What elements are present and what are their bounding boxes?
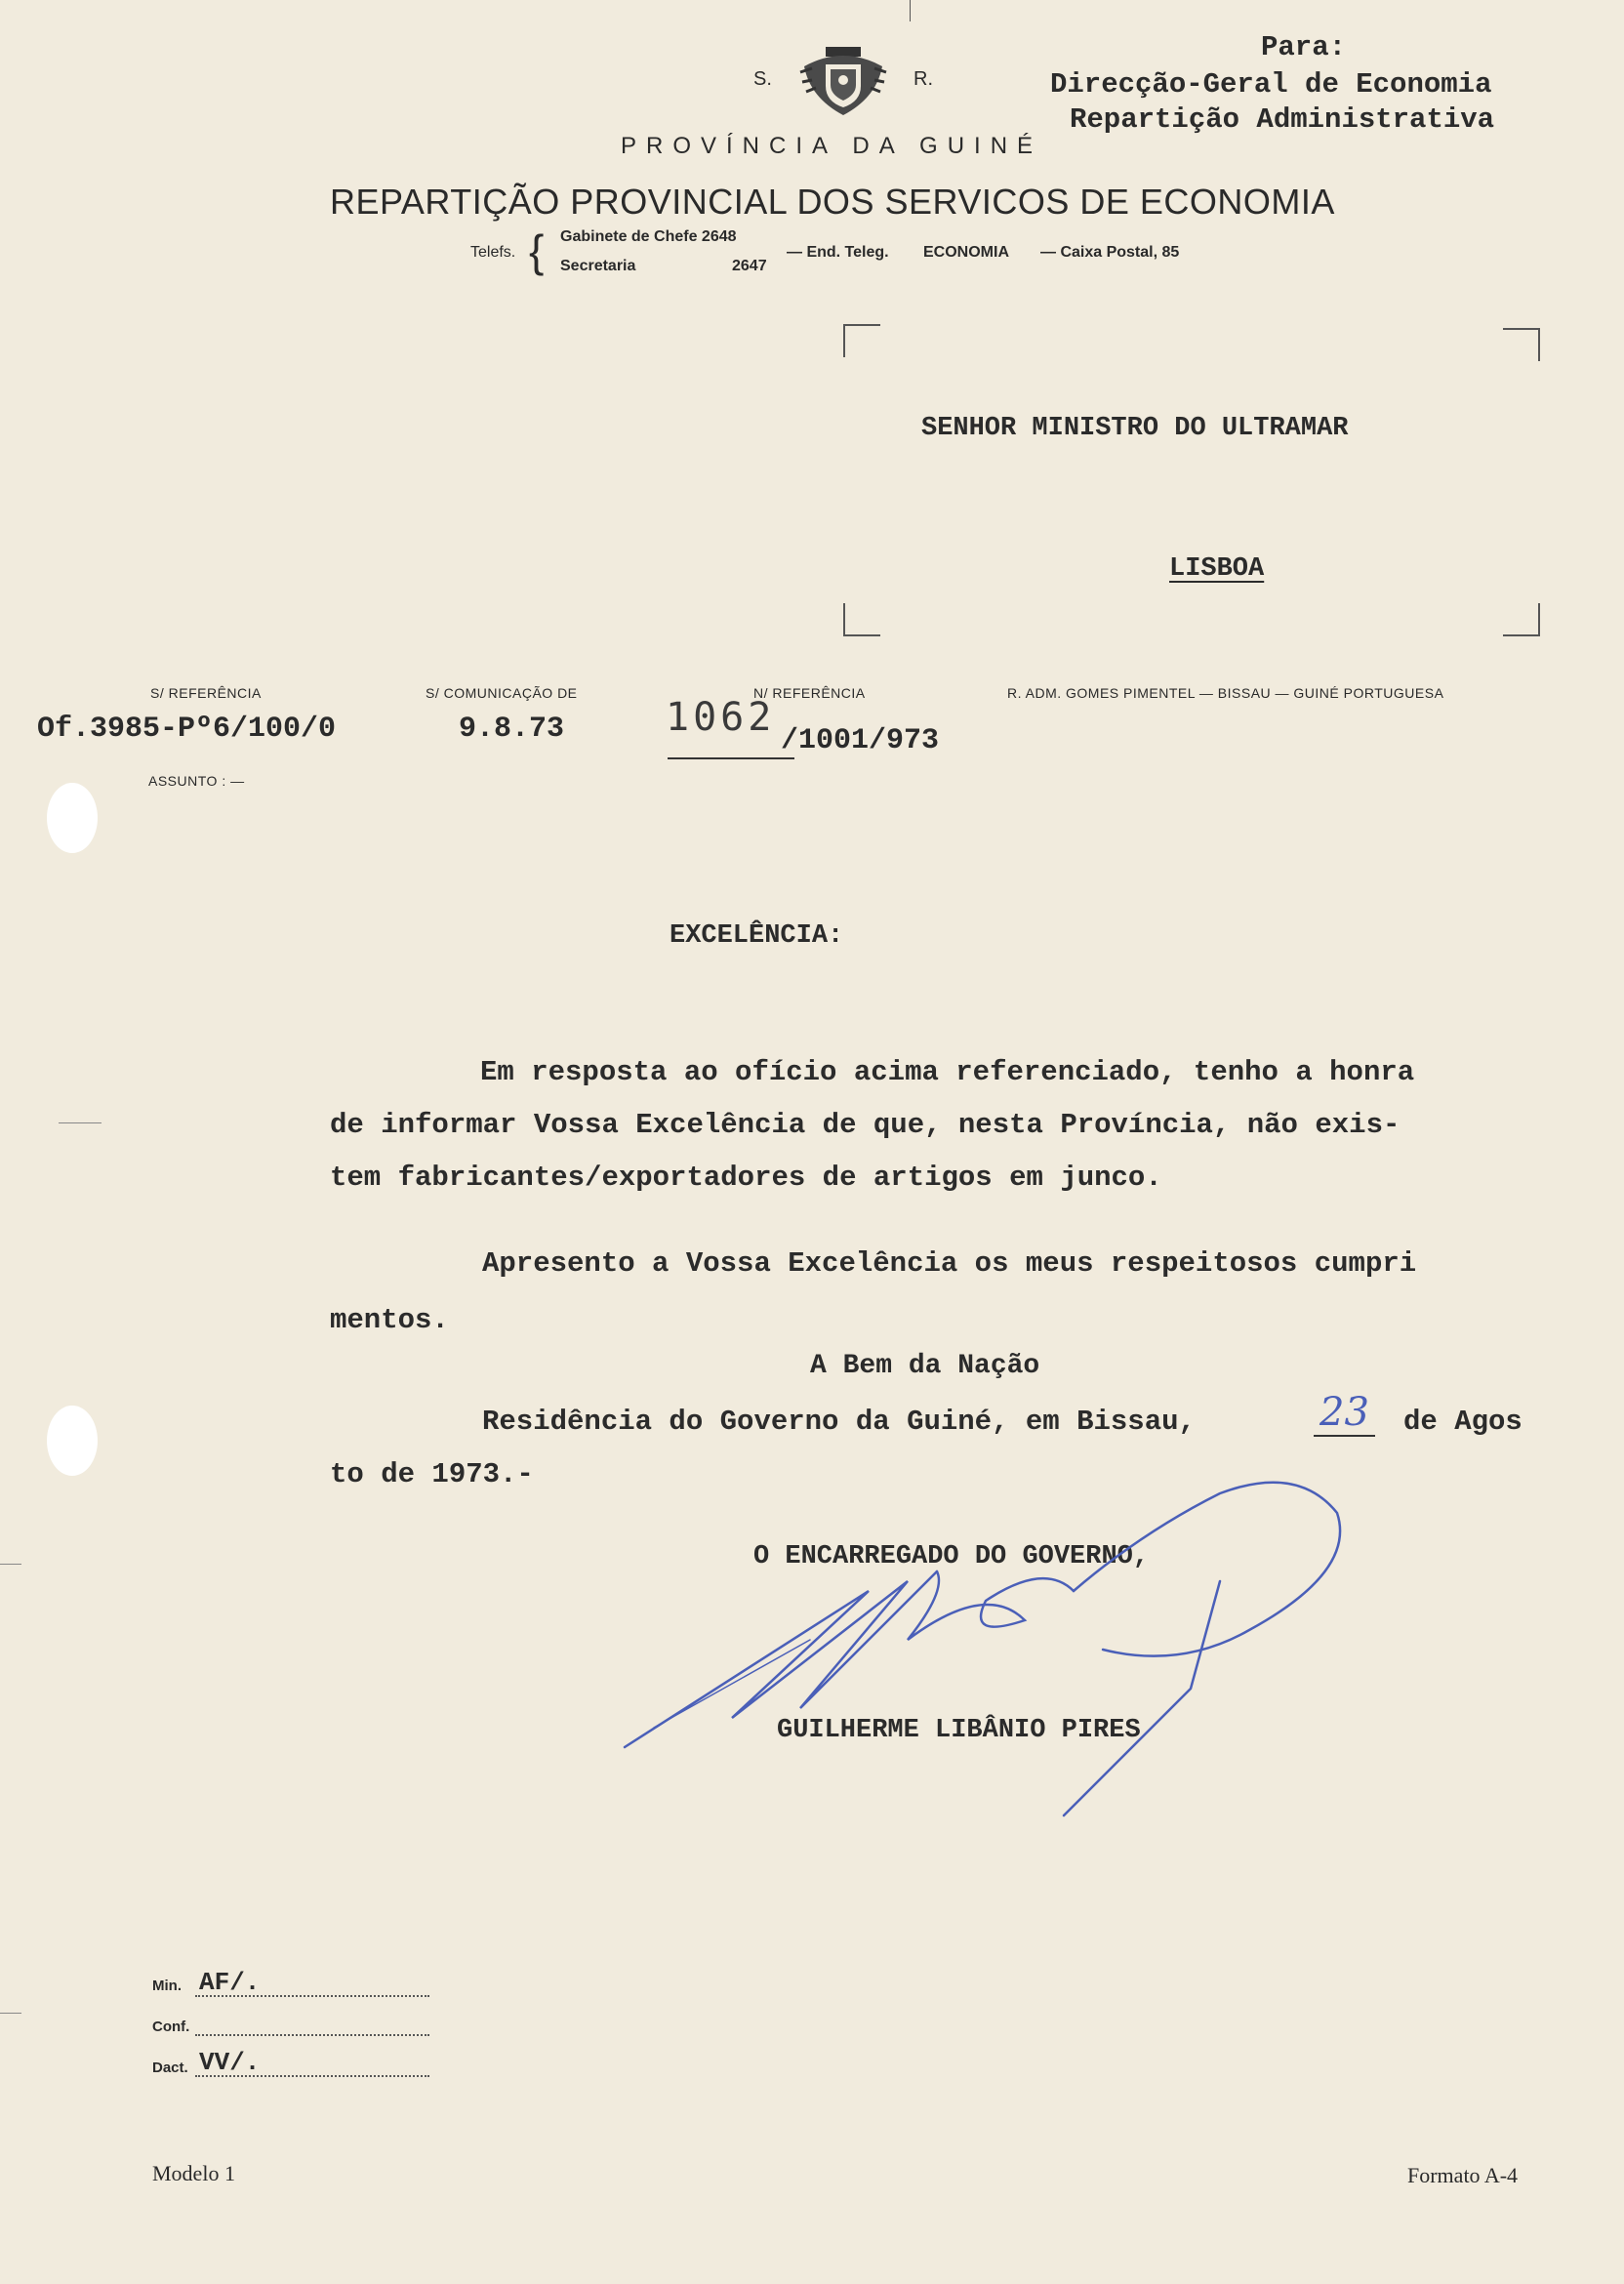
conf-label: Conf. xyxy=(152,2019,190,2035)
date-line1-post: de Agos xyxy=(1403,1406,1522,1438)
para1-line2: de informar Vossa Excelência de que, nesta Província, não exis- xyxy=(330,1109,1401,1141)
conf-dotted-line xyxy=(195,2034,429,2036)
return-address: R. ADM. GOMES PIMENTEL — BISSAU — GUINÉ PORTUGUESA xyxy=(1007,685,1444,701)
motto: A Bem da Nação xyxy=(810,1351,1040,1381)
department-title: REPARTIÇÃO PROVINCIAL DOS SERVICOS DE ECONOMIA xyxy=(330,182,1335,222)
window-corner-bl xyxy=(843,603,880,636)
routing-para: Para: xyxy=(1261,31,1347,63)
fold-mark-2 xyxy=(0,1564,21,1565)
coat-of-arms-icon xyxy=(798,43,888,119)
s-com-value: 9.8.73 xyxy=(459,713,565,746)
n-ref-stamp: 1062 xyxy=(666,695,776,740)
punch-hole-bottom xyxy=(47,1406,98,1476)
dact-value: VV/. xyxy=(199,2048,261,2077)
postal-box: — Caixa Postal, 85 xyxy=(1040,244,1180,261)
para2-line2: mentos. xyxy=(330,1304,449,1336)
para1-line3: tem fabricantes/exportadores de artigos em junco. xyxy=(330,1162,1162,1194)
signatory-name: GUILHERME LIBÂNIO PIRES xyxy=(777,1716,1141,1745)
date-line1-pre: Residência do Governo da Guiné, em Bissau, xyxy=(482,1406,1196,1438)
min-dotted-line xyxy=(195,1995,429,1997)
date-line2: to de 1973.- xyxy=(330,1458,534,1490)
s-ref-value: Of.3985-Pº6/100/0 xyxy=(37,713,337,746)
telegraph-label: — End. Teleg. xyxy=(787,244,889,261)
formato-label: Formato A-4 xyxy=(1407,2163,1519,2187)
window-corner-tl xyxy=(843,324,880,357)
dact-dotted-line xyxy=(195,2075,429,2077)
seal-left-letter: S. xyxy=(753,68,772,90)
s-ref-label: S/ REFERÊNCIA xyxy=(150,685,262,701)
brace-icon: { xyxy=(529,225,545,276)
date-day-handwritten: 23 xyxy=(1314,1390,1375,1437)
fold-mark-top xyxy=(910,0,911,21)
salutation: EXCELÊNCIA: xyxy=(670,921,844,951)
telefs-label: Telefs. xyxy=(470,244,516,261)
n-ref-label: N/ REFERÊNCIA xyxy=(753,685,866,701)
n-ref-underline xyxy=(668,757,794,759)
min-value: AF/. xyxy=(199,1968,261,1997)
routing-line-1: Direcção-Geral de Economia xyxy=(1050,68,1492,101)
addressee-name: SENHOR MINISTRO DO ULTRAMAR xyxy=(921,414,1349,443)
signature xyxy=(615,1474,1357,1825)
modelo-label: Modelo 1 xyxy=(152,2161,235,2185)
seal-right-letter: R. xyxy=(914,68,933,90)
s-com-label: S/ COMUNICAÇÃO DE xyxy=(426,685,578,701)
routing-line-2: Repartição Administrativa xyxy=(1070,103,1495,136)
punch-hole-top xyxy=(47,783,98,853)
telegraph-name: ECONOMIA xyxy=(923,244,1009,261)
para2-line1: Apresento a Vossa Excelência os meus respeitosos cumpri xyxy=(482,1247,1417,1280)
para1-line1: Em resposta ao ofício acima referenciado, tenho a honra xyxy=(480,1056,1415,1088)
n-ref-value: /1001/973 xyxy=(781,724,940,757)
phone-1: Gabinete de Chefe 2648 xyxy=(560,228,737,245)
fold-mark-3 xyxy=(0,2013,21,2014)
min-label: Min. xyxy=(152,1978,182,1994)
window-corner-br xyxy=(1503,603,1540,636)
signatory-title: O ENCARREGADO DO GOVERNO, xyxy=(753,1542,1150,1571)
province-name: PROVÍNCIA DA GUINÉ xyxy=(621,133,1043,159)
assunto-label: ASSUNTO : — xyxy=(148,773,245,789)
phone-2-number: 2647 xyxy=(732,258,767,274)
window-corner-tr xyxy=(1503,328,1540,361)
fold-mark-1 xyxy=(59,1122,102,1123)
dact-label: Dact. xyxy=(152,2060,188,2076)
phone-2-label: Secretaria xyxy=(560,258,636,274)
addressee-city: LISBOA xyxy=(1169,554,1265,584)
